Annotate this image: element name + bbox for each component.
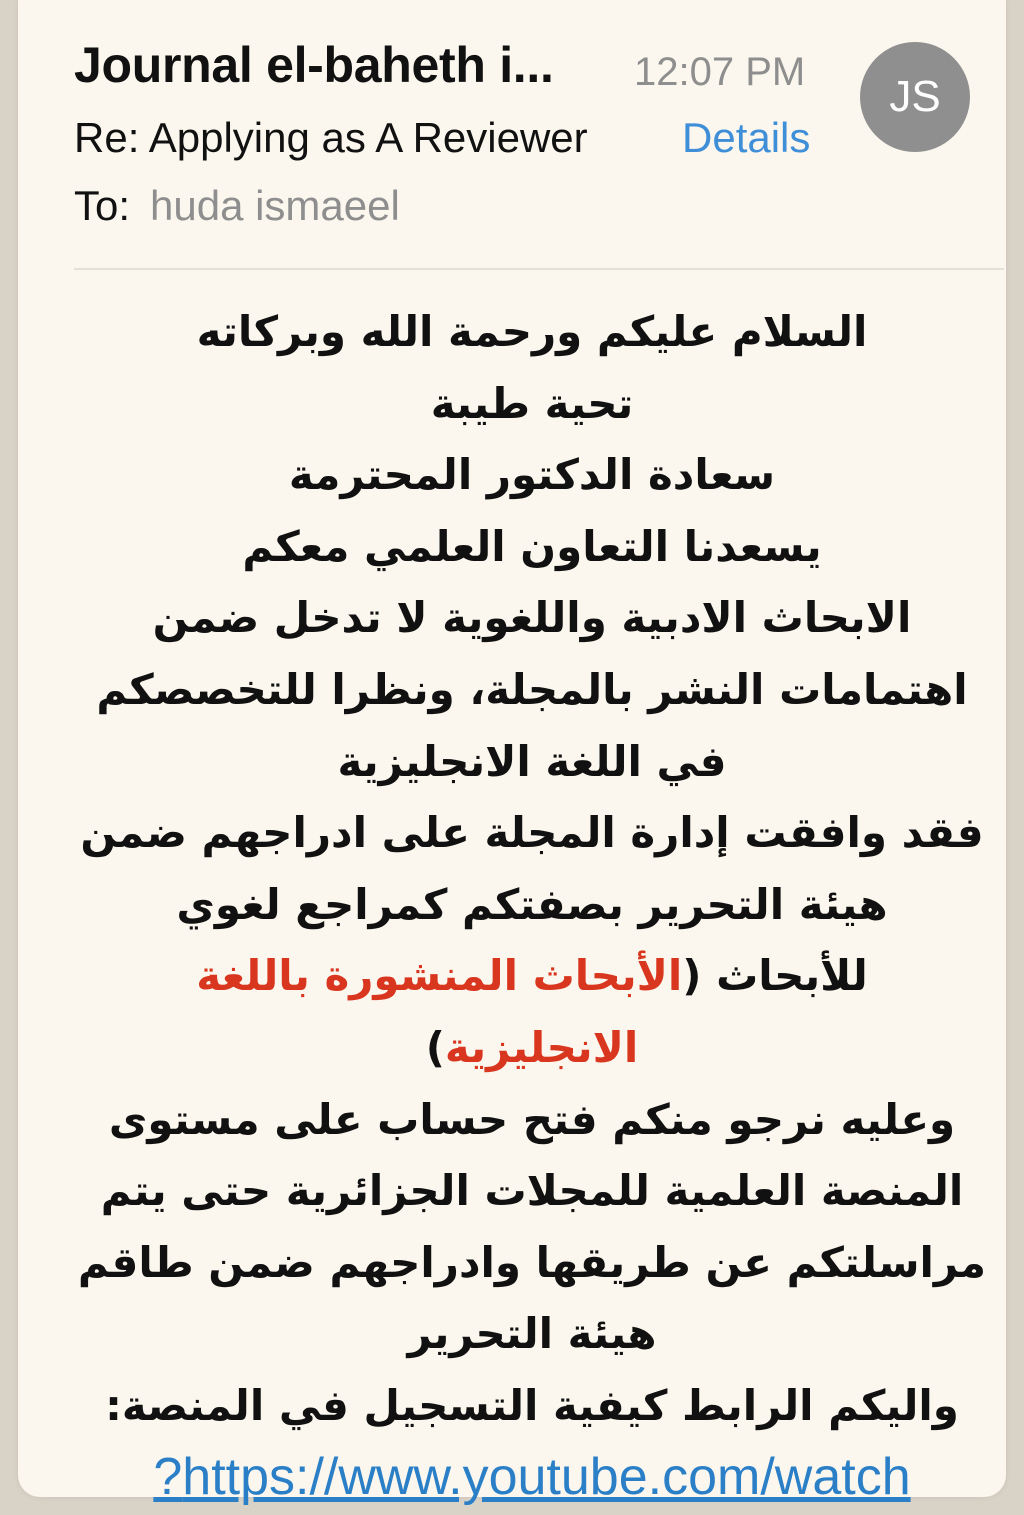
email-time: 12:07 PM xyxy=(634,50,806,94)
registration-link[interactable]: https://www.youtube.com/watch? xyxy=(153,1447,911,1506)
sender-avatar[interactable]: JS xyxy=(860,42,970,152)
body-line: المنصة العلمية للمجلات الجزائرية حتى يتم xyxy=(100,1166,964,1216)
body-text: للأبحاث ( xyxy=(682,951,868,1001)
body-line: في اللغة الانجليزية xyxy=(337,736,727,786)
body-line: اهتمامات النشر بالمجلة، ونظرا للتخصصكم xyxy=(96,664,968,714)
body-line: وعليه نرجو منكم فتح حساب على مستوى xyxy=(108,1094,956,1144)
body-line: واليكم الرابط كيفية التسجيل في المنصة: xyxy=(105,1380,959,1430)
sender-name: Journal el-baheth i... xyxy=(74,37,554,93)
body-line: تحية طيبة xyxy=(430,378,634,428)
body-line: مراسلتكم عن طريقها وادراجهم ضمن طاقم xyxy=(77,1237,987,1287)
details-link[interactable]: Details xyxy=(682,114,811,161)
email-body xyxy=(58,296,1006,1513)
body-line: هيئة التحرير xyxy=(407,1309,657,1359)
body-line: الابحاث الادبية واللغوية لا تدخل ضمن xyxy=(152,593,912,643)
body-line: فقد وافقت إدارة المجلة على ادراجهم ضمن xyxy=(80,808,984,858)
body-line: هيئة التحرير بصفتكم كمراجع لغوي xyxy=(176,879,888,929)
body-line: يسعدنا التعاون العلمي معكم xyxy=(242,521,822,571)
body-line-mixed xyxy=(58,1012,1006,1084)
highlighted-text: الأبحاث المنشورة باللغة xyxy=(196,951,683,1001)
to-label: To: xyxy=(74,182,131,229)
body-text: ) xyxy=(425,1022,445,1072)
highlighted-text: الانجليزية xyxy=(444,1022,639,1072)
body-line: سعادة الدكتور المحترمة xyxy=(288,450,776,500)
email-header xyxy=(74,28,1004,268)
recipient-name: huda ismaeel xyxy=(150,182,400,229)
email-card xyxy=(18,0,1006,1506)
body-line: السلام عليكم ورحمة الله وبركاته xyxy=(196,307,868,356)
email-subject: Re: Applying as A Reviewer xyxy=(74,114,588,161)
link-line xyxy=(58,1442,1006,1514)
body-line-mixed xyxy=(58,940,1006,1012)
header-divider xyxy=(74,268,1004,270)
